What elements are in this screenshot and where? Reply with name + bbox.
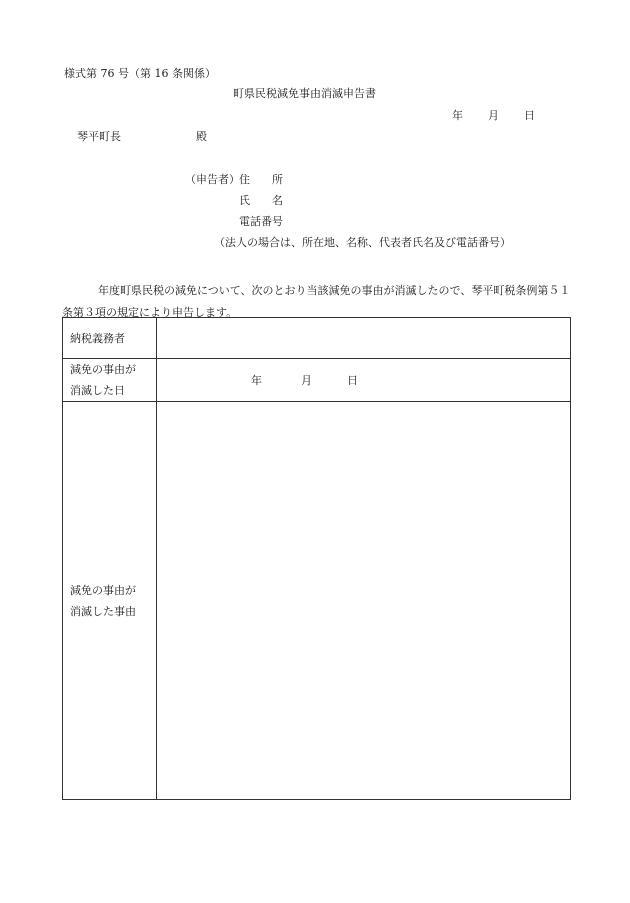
- addressee-honorific: 殿: [196, 130, 207, 143]
- extinction-reason-label: [63, 402, 157, 800]
- form-number: 様式第 76 号（第 16 条関係）: [64, 67, 216, 80]
- extinction-reason-field[interactable]: [157, 402, 571, 800]
- taxpayer-field[interactable]: [157, 318, 571, 359]
- extinction-date-field[interactable]: [157, 359, 571, 402]
- date-day-label: 日: [524, 109, 535, 122]
- addressee-name: 琴平町長: [77, 130, 121, 143]
- declaration-text: 年度町県民税の減免について、次のとおり当該減免の事由が消滅したので、琴平町税条例第５１条第３項の規定により申告します。: [62, 284, 571, 319]
- address-label: 住 所: [239, 173, 283, 186]
- extinction-date-day: 日: [347, 373, 358, 387]
- extinction-reason-label-line2: 消滅した事由: [70, 604, 136, 618]
- extinction-date-label-line2: 消滅した日: [70, 384, 125, 397]
- extinction-reason-row: [63, 402, 571, 800]
- document-title: 町県民税減免事由消滅申告書: [233, 87, 376, 100]
- extinction-date-month: 月: [301, 373, 312, 387]
- date-month-label: 月: [488, 109, 499, 122]
- date-year-label: 年: [452, 109, 463, 122]
- extinction-reason-label-line1: 減免の事由が: [70, 583, 136, 597]
- taxpayer-row: [63, 318, 571, 359]
- submission-date: [452, 110, 535, 121]
- applicant-label: （申告者）: [185, 173, 240, 186]
- declaration-table: [62, 317, 571, 800]
- extinction-date-label-line1: 減免の事由が: [70, 363, 136, 376]
- taxpayer-label: 納税義務者: [63, 318, 157, 359]
- corporate-note: （法人の場合は、所在地、名称、代表者氏名及び電話番号）: [214, 236, 511, 249]
- extinction-date-year: 年: [251, 373, 262, 387]
- name-label: 氏 名: [239, 194, 283, 207]
- extinction-date-label: [63, 359, 157, 402]
- extinction-date-row: [63, 359, 571, 402]
- phone-label: 電話番号: [239, 215, 283, 228]
